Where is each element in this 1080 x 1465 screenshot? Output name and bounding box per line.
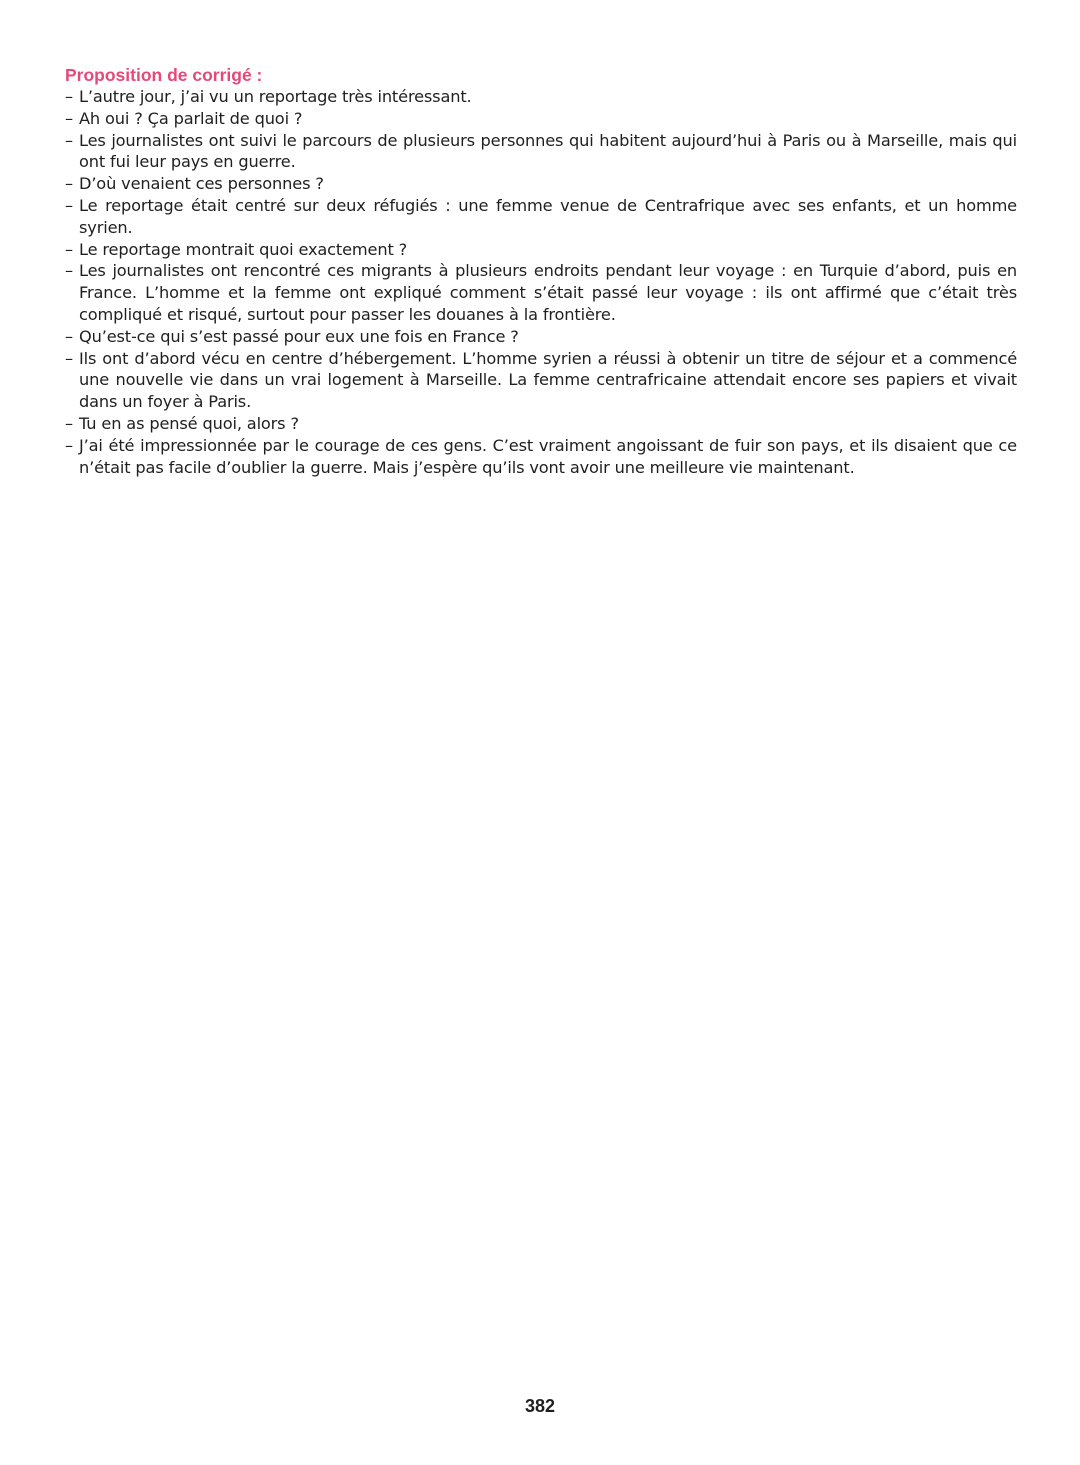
dialogue-line (65, 413, 1017, 435)
dialogue-dash: – (65, 174, 73, 194)
dialogue-list (65, 86, 1017, 478)
dialogue-text: Les journalistes ont suivi le parcours de plusieurs personnes qui habitent aujourd’hui à Paris ou à Marseille, mais qui ont fui leur pays en guerre. (79, 130, 1017, 172)
dialogue-dash: – (65, 261, 73, 281)
dialogue-dash: – (65, 435, 73, 455)
dialogue-dash: – (65, 413, 73, 433)
dialogue-line (65, 435, 1017, 479)
dialogue-dash: – (65, 326, 73, 346)
dialogue-dash: – (65, 108, 73, 128)
dialogue-dash: – (65, 130, 73, 150)
dialogue-line (65, 130, 1017, 174)
page-number: 382 (524, 1396, 556, 1416)
dialogue-dash: – (65, 348, 73, 368)
dialogue-text: Le reportage était centré sur deux réfugiés : une femme venue de Centrafrique avec ses enfants, et un homme syrien. (79, 195, 1017, 237)
dialogue-line (65, 108, 1017, 130)
dialogue-text: Ah oui ? Ça parlait de quoi ? (79, 108, 303, 128)
dialogue-text: Le reportage montrait quoi exactement ? (79, 239, 408, 259)
dialogue-line (65, 173, 1017, 195)
dialogue-text: D’où venaient ces personnes ? (79, 174, 324, 194)
dialogue-text: Ils ont d’abord vécu en centre d’hébergement. L’homme syrien a réussi à obtenir un titre de séjour et a commencé une nouvelle vie dans un vrai logement à Marseille. La femme centrafricaine attendait encore ses papiers et vivait dans un foyer à Paris. (79, 348, 1017, 412)
dialogue-line (65, 195, 1017, 239)
dialogue-line (65, 239, 1017, 261)
dialogue-text: Tu en as pensé quoi, alors ? (79, 413, 299, 433)
dialogue-dash: – (65, 87, 73, 106)
dialogue-text: Qu’est-ce qui s’est passé pour eux une fois en France ? (79, 326, 519, 346)
dialogue-text: L’autre jour, j’ai vu un reportage très intéressant. (79, 87, 472, 106)
dialogue-line (65, 86, 1017, 108)
dialogue-dash: – (65, 195, 73, 215)
dialogue-line (65, 348, 1017, 413)
dialogue-text: J’ai été impressionnée par le courage de ces gens. C’est vraiment angoissant de fuir son pays, et ils disaient que ce n’était pas facile d’oublier la guerre. Mais j’espère qu’ils vont avoir une meilleure vie maintenant. (79, 435, 1017, 477)
answer-heading: Proposition de corrigé : (65, 65, 263, 85)
dialogue-line (65, 326, 1017, 348)
dialogue-text: Les journalistes ont rencontré ces migrants à plusieurs endroits pendant leur voyage : en Turquie d’abord, puis en France. L’homme et la femme ont expliqué comment s’était passé leur voyage : ils ont affirmé que c’était très compliqué et risqué, surtout pour passer les douanes à la frontière. (79, 261, 1017, 324)
dialogue-line (65, 260, 1017, 325)
document-body (65, 64, 1017, 478)
dialogue-dash: – (65, 239, 73, 259)
